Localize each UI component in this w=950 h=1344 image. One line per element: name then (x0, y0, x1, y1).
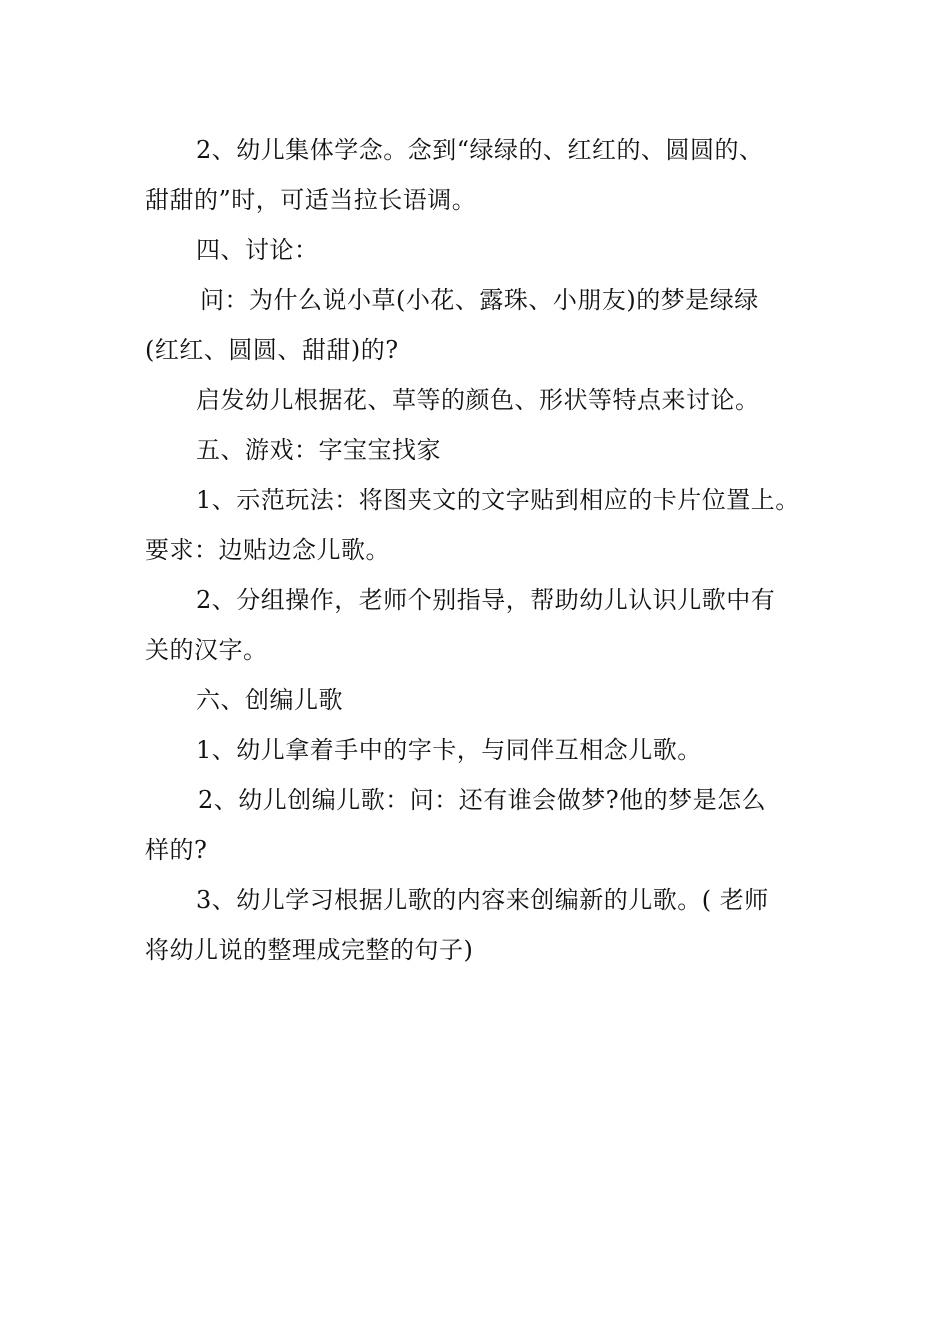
text-line: 启发幼儿根据花、草等的颜色、形状等特点来讨论。 (196, 386, 760, 414)
text-line: 将幼儿说的整理成完整的句子) (145, 936, 474, 964)
section-heading: 六、创编儿歌 (196, 686, 343, 714)
text-line: 问：为什么说小草(小花、露珠、小朋友)的梦是绿绿 (200, 286, 759, 314)
text-line: 1、幼儿拿着手中的字卡，与同伴互相念儿歌。 (196, 736, 702, 764)
text-line: 3、幼儿学习根据儿歌的内容来创编新的儿歌。( 老师 (196, 886, 769, 914)
section-heading: 五、游戏：字宝宝找家 (196, 436, 441, 464)
text-line: 甜甜的”时，可适当拉长语调。 (145, 186, 477, 214)
section-heading: 四、讨论： (196, 236, 319, 264)
text-line: 1、示范玩法：将图夹文的文字贴到相应的卡片位置上。 (196, 486, 800, 514)
text-line: 样的? (145, 836, 208, 864)
text-line: 关的汉字。 (145, 636, 268, 664)
text-line: (红红、圆圆、甜甜)的? (145, 336, 399, 364)
text-line: 2、分组操作，老师个别指导，帮助幼儿认识儿歌中有 (196, 586, 776, 614)
text-line: 要求：边贴边念儿歌。 (145, 536, 390, 564)
text-line: 2、幼儿创编儿歌：问：还有谁会做梦?他的梦是怎么 (198, 786, 767, 814)
text-line: 2、幼儿集体学念。念到“绿绿的、红红的、圆圆的、 (196, 136, 764, 164)
